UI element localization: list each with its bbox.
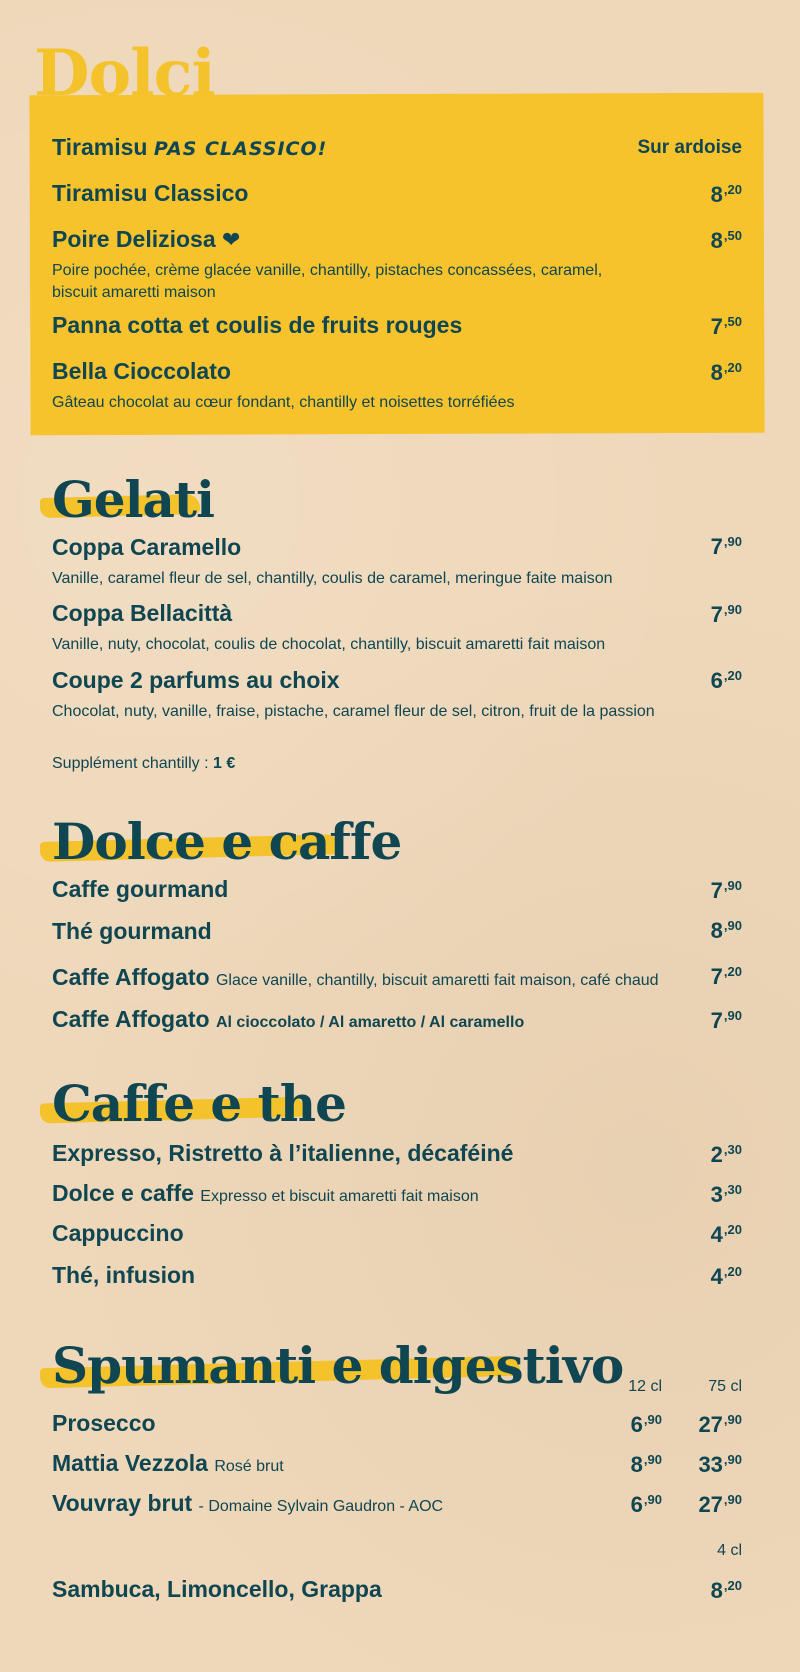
- dolce-caffe-item-the-gourmand: Thé gourmand: [52, 918, 212, 944]
- price: [711, 1008, 742, 1034]
- price-int: 4: [710, 1264, 723, 1289]
- price-int: 8: [630, 1452, 643, 1477]
- caffe-the-title: Caffe e the: [52, 1074, 346, 1133]
- price-int: 8: [710, 1578, 723, 1603]
- item-description: Vanille, caramel fleur de sel, chantilly, coulis de caramel, meringue faite maison: [52, 570, 613, 587]
- price: [711, 314, 742, 340]
- price-dec: ,90: [643, 1492, 662, 1507]
- price-dec: ,90: [723, 1452, 742, 1467]
- price-dec: ,30: [723, 1142, 742, 1157]
- price-dec: ,20: [723, 1264, 742, 1279]
- price: [711, 1578, 742, 1604]
- price: [711, 1264, 742, 1290]
- price-dec: ,20: [723, 182, 742, 197]
- price: [711, 964, 742, 990]
- price: [711, 1222, 742, 1248]
- gelati-item-coppa-caramello: Coppa Caramello: [52, 534, 242, 560]
- price-dec: ,90: [723, 918, 742, 933]
- price: [711, 1182, 742, 1208]
- dolci-item-tiramisu-classico: Tiramisu Classico: [52, 180, 249, 206]
- price-int: 27: [698, 1492, 723, 1517]
- dolce-caffe-item-affogato-flavors: [52, 1006, 524, 1033]
- price-75cl: [698, 1412, 742, 1438]
- price-dec: ,90: [723, 534, 742, 549]
- price: [711, 1142, 742, 1168]
- item-description: [52, 260, 612, 304]
- item-description: Expresso et biscuit amaretti fait maison: [200, 1188, 479, 1205]
- dolci-item-tiramisu-price: Sur ardoise: [637, 137, 742, 158]
- item-description: Gâteau chocolat au cœur fondant, chantilly et noisettes torréfiées: [52, 394, 515, 411]
- price-int: 8: [710, 228, 723, 253]
- spumanti-item-digestivo: Sambuca, Limoncello, Grappa: [52, 1576, 382, 1602]
- price-75cl: [698, 1452, 742, 1478]
- caffe-the-item-dolce-caffe: [52, 1180, 479, 1207]
- price-12cl: [631, 1412, 662, 1438]
- price-dec: ,20: [723, 668, 742, 683]
- price-dec: ,20: [723, 1578, 742, 1593]
- dolce-caffe-title: Dolce e caffe: [52, 812, 402, 871]
- price-int: 2: [710, 1142, 723, 1167]
- price-dec: ,50: [723, 228, 742, 243]
- price-dec: ,30: [723, 1182, 742, 1197]
- price-int: 7: [710, 314, 723, 339]
- price: [711, 878, 742, 904]
- price-int: 7: [710, 602, 723, 627]
- spumanti-item-vouvray: [52, 1490, 443, 1517]
- price-dec: ,90: [643, 1452, 662, 1467]
- item-description: Glace vanille, chantilly, biscuit amaretti fait maison, café chaud: [215, 972, 659, 989]
- gelati-title: Gelati: [52, 470, 214, 529]
- column-header-75cl: 75 cl: [708, 1378, 742, 1395]
- dolci-item-bella-cioccolato: Bella Cioccolato: [52, 358, 231, 384]
- spumanti-title: Spumanti e digestivo: [52, 1336, 624, 1395]
- item-tag: PAS CLASSICO!: [153, 138, 328, 160]
- price-int: 4: [710, 1222, 723, 1247]
- item-name: Vouvray brut: [52, 1490, 193, 1516]
- heart-icon: ❤: [222, 227, 241, 252]
- price: [711, 668, 742, 694]
- price-int: 33: [698, 1452, 723, 1477]
- price-dec: ,90: [723, 602, 742, 617]
- price-int: 7: [710, 1008, 723, 1033]
- dolce-caffe-item-caffe-gourmand: Caffe gourmand: [52, 876, 229, 902]
- item-description: - Domaine Sylvain Gaudron - AOC: [198, 1498, 444, 1515]
- price-12cl: [631, 1452, 662, 1478]
- desc-line: Poire pochée, crème glacée vanille, chantilly, pistaches concassées, caramel,: [52, 262, 603, 279]
- item-name: Dolce e caffe: [52, 1180, 194, 1206]
- price-75cl: [698, 1492, 742, 1518]
- price-int: 8: [710, 182, 723, 207]
- dolci-item-tiramisu: [52, 134, 327, 161]
- price-int: 8: [710, 360, 723, 385]
- price: [711, 918, 742, 944]
- spumanti-item-mattia-vezzola: [52, 1450, 284, 1477]
- caffe-the-item-cappuccino: Cappuccino: [52, 1220, 184, 1246]
- supplement-label: Supplément chantilly :: [52, 755, 213, 772]
- supplement-price: 1 €: [212, 755, 236, 772]
- price-dec: ,50: [723, 314, 742, 329]
- dolci-item-panna-cotta: Panna cotta et coulis de fruits rouges: [52, 312, 463, 338]
- price-int: 6: [710, 668, 723, 693]
- gelati-item-coppa-bellacitta: Coppa Bellacittà: [52, 600, 233, 626]
- caffe-the-item-the-infusion: Thé, infusion: [52, 1262, 196, 1288]
- price-12cl: [631, 1492, 662, 1518]
- price: [711, 228, 742, 254]
- item-description: Rosé brut: [214, 1458, 284, 1475]
- price-int: 7: [710, 878, 723, 903]
- price-dec: ,20: [723, 1222, 742, 1237]
- price-dec: ,90: [723, 1492, 742, 1507]
- price-dec: ,90: [643, 1412, 662, 1427]
- price-int: 27: [698, 1412, 723, 1437]
- price-dec: ,90: [723, 878, 742, 893]
- item-description: Vanille, nuty, chocolat, coulis de chocolat, chantilly, biscuit amaretti fait maison: [52, 636, 606, 653]
- price-dec: ,90: [723, 1008, 742, 1023]
- price: [711, 602, 742, 628]
- desc-line: biscuit amaretti maison: [52, 284, 216, 301]
- price-dec: ,20: [723, 360, 742, 375]
- item-name: Mattia Vezzola: [52, 1450, 208, 1476]
- supplement-note: [52, 753, 235, 775]
- dolci-item-poire: [52, 226, 240, 253]
- item-name: Poire Deliziosa: [52, 226, 216, 252]
- price: [711, 360, 742, 386]
- price-int: 3: [710, 1182, 723, 1207]
- item-description: Chocolat, nuty, vanille, fraise, pistache, caramel fleur de sel, citron, fruit de la passion: [52, 703, 655, 720]
- dolce-caffe-item-affogato: [52, 964, 659, 991]
- column-header-4cl: 4 cl: [717, 1542, 742, 1559]
- dolci-title: Dolci: [34, 36, 215, 111]
- price-int: 7: [710, 534, 723, 559]
- gelati-item-coupe-2-parfums: Coupe 2 parfums au choix: [52, 667, 340, 693]
- price-dec: ,90: [723, 1412, 742, 1427]
- price-int: 6: [630, 1412, 643, 1437]
- price: [711, 182, 742, 208]
- item-name: Tiramisu: [52, 134, 148, 160]
- column-header-12cl: 12 cl: [628, 1378, 662, 1395]
- price-int: 8: [710, 918, 723, 943]
- item-name: Caffe Affogato: [52, 964, 210, 990]
- price-int: 7: [710, 964, 723, 989]
- caffe-the-item-expresso: Expresso, Ristretto à l’italienne, décaféiné: [52, 1140, 514, 1166]
- item-name: Caffe Affogato: [52, 1006, 210, 1032]
- price-int: 6: [630, 1492, 643, 1517]
- price-dec: ,20: [723, 964, 742, 979]
- spumanti-item-prosecco: Prosecco: [52, 1410, 156, 1436]
- price: [711, 534, 742, 560]
- item-description: Al cioccolato / Al amaretto / Al caramello: [215, 1014, 525, 1031]
